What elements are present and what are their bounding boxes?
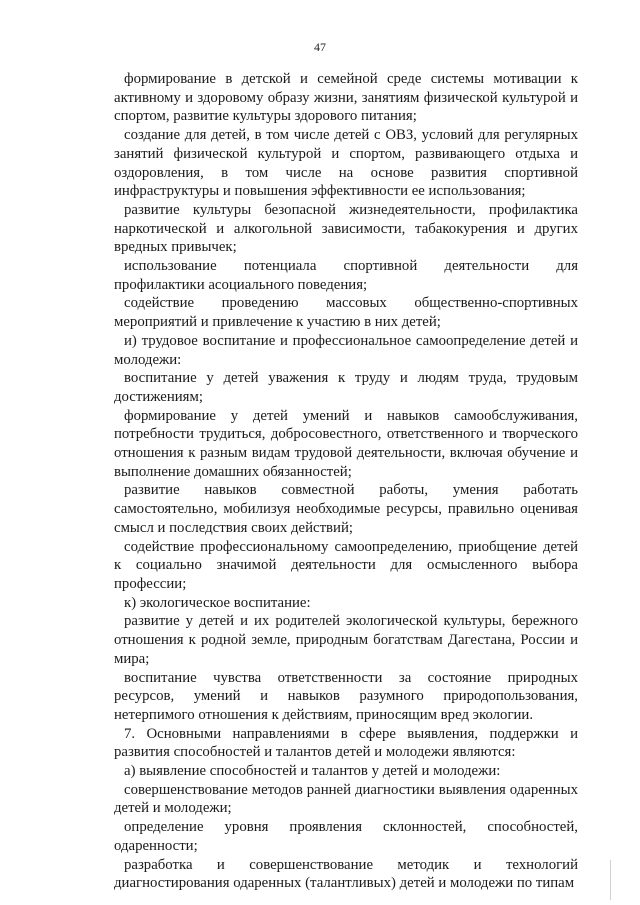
page-number: 47 — [314, 40, 326, 54]
paragraph: использование потенциала спортивной деятельности для профилактики асоциального поведения; — [114, 258, 578, 293]
paragraph: содействие профессиональному самоопределению, приобщение детей к социально значимой деятельности для осмысленного выбора профессии; — [114, 538, 578, 592]
paragraph: определение уровня проявления склонностей, способностей, одаренности; — [114, 819, 578, 854]
paragraph: воспитание у детей уважения к труду и людям труда, трудовым достижениям; — [114, 370, 578, 405]
paragraph: развитие навыков совместной работы, умения работать самостоятельно, мобилизуя необходимые ресурсы, правильно оценивая смысл и последствия своих действий; — [114, 482, 578, 536]
paragraph: развитие культуры безопасной жизнедеятельности, профилактика наркотической и алкогольной зависимости, табакокурения и других вредных привычек; — [114, 201, 578, 256]
subsection-heading: к) экологическое воспитание: — [124, 594, 311, 611]
paragraph: воспитание чувства ответственности за состояние природных ресурсов, умений и навыков разумного природопользования, нетерпимого отношения к действиям, приносящим вред экологии. — [114, 669, 578, 723]
paragraph: развитие у детей и их родителей экологической культуры, бережного отношения к родной земле, природным богатствам Дагестана, России и мира; — [114, 613, 578, 667]
paragraph: формирование у детей умений и навыков самообслуживания, потребности трудиться, добросовестного, ответственного и творческого отношения к разным видам трудовой деятельности, включая обучение и выполнение домашних обязанностей; — [114, 407, 578, 480]
section-paragraph: 7. Основными направлениями в сфере выявления, поддержки и развития способностей и талантов детей и молодежи являются: — [114, 725, 578, 761]
paragraph: содействие проведению массовых общественно-спортивных мероприятий и привлечение к участию в них детей; — [114, 295, 578, 331]
subsection-heading: а) выявление способностей и талантов у детей и молодежи: — [124, 763, 501, 780]
paragraph: совершенствование методов ранней диагностики выявления одаренных детей и молодежи; — [114, 781, 578, 817]
paragraph: создание для детей, в том числе детей с ОВЗ, условий для регулярных занятий физической культурой и спортом, развивающего отдыха и оздоровления, в том числе на основе развития спортивной инфраструктуры и повышения эффективности ее использования; — [114, 127, 578, 200]
scan-edge-mark — [610, 860, 611, 900]
paragraph: формирование в детской и семейной среде системы мотивации к активному и здоровому образу жизни, занятиям физической культурой и спортом, развитие культуры здорового питания; — [114, 71, 578, 125]
subsection-heading: и) трудовое воспитание и профессиональное самоопределение детей и молодежи: — [114, 332, 578, 368]
paragraph: разработка и совершенствование методик и технологий диагностирования одаренных (талантливых) детей и молодежи по типам — [114, 856, 578, 892]
document-body — [114, 70, 578, 893]
